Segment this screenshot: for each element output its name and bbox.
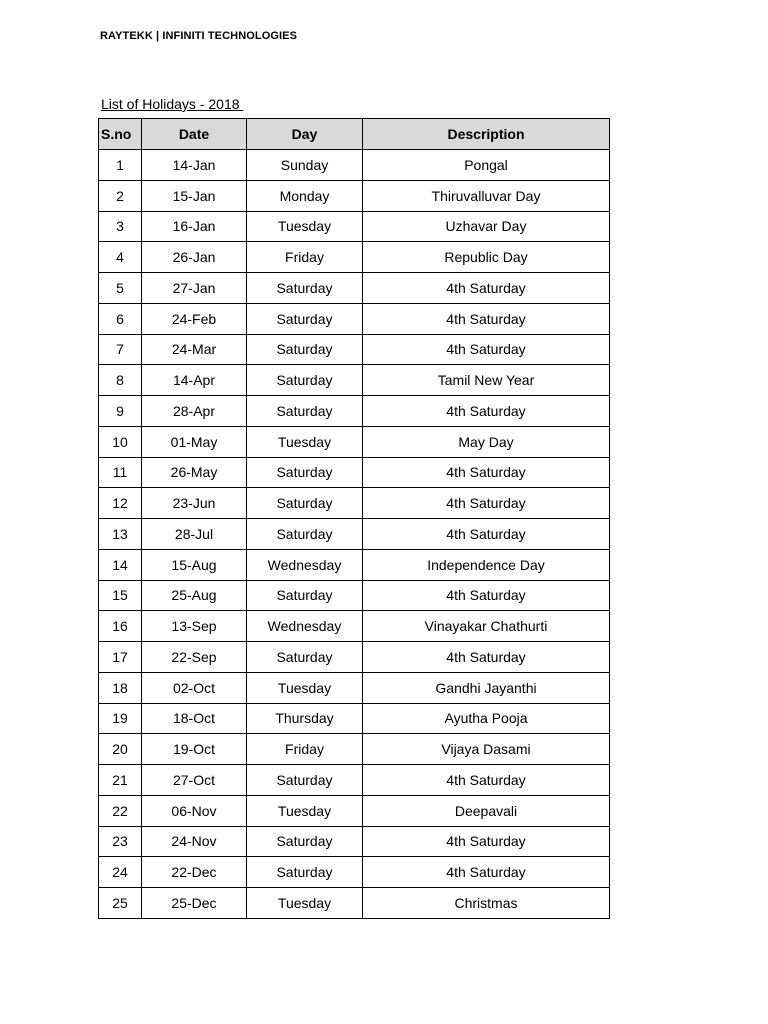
holiday-table [98, 118, 610, 919]
cell-description: Uzhavar Day [363, 211, 610, 242]
cell-date: 13-Sep [142, 611, 247, 642]
cell-day: Saturday [247, 642, 363, 673]
cell-sno: 12 [99, 488, 142, 519]
cell-sno: 6 [99, 303, 142, 334]
table-row [99, 457, 610, 488]
cell-date: 18-Oct [142, 703, 247, 734]
cell-date: 24-Mar [142, 334, 247, 365]
cell-sno: 22 [99, 795, 142, 826]
cell-date: 15-Jan [142, 180, 247, 211]
column-header-day: Day [247, 119, 363, 150]
cell-day: Wednesday [247, 549, 363, 580]
company-header: RAYTEKK | INFINITI TECHNOLOGIES [100, 30, 298, 42]
cell-sno: 1 [99, 150, 142, 181]
cell-sno: 3 [99, 211, 142, 242]
cell-date: 26-Jan [142, 242, 247, 273]
cell-sno: 9 [99, 396, 142, 427]
cell-description: 4th Saturday [363, 765, 610, 796]
cell-day: Saturday [247, 365, 363, 396]
cell-sno: 2 [99, 180, 142, 211]
cell-description: Gandhi Jayanthi [363, 672, 610, 703]
cell-date: 28-Jul [142, 519, 247, 550]
cell-date: 23-Jun [142, 488, 247, 519]
cell-day: Thursday [247, 703, 363, 734]
cell-sno: 16 [99, 611, 142, 642]
cell-sno: 8 [99, 365, 142, 396]
cell-date: 06-Nov [142, 795, 247, 826]
cell-day: Saturday [247, 857, 363, 888]
cell-description: Christmas [363, 888, 610, 919]
cell-description: Republic Day [363, 242, 610, 273]
cell-day: Tuesday [247, 795, 363, 826]
column-header-date: Date [142, 119, 247, 150]
cell-date: 25-Dec [142, 888, 247, 919]
table-row [99, 334, 610, 365]
cell-date: 26-May [142, 457, 247, 488]
cell-description: 4th Saturday [363, 303, 610, 334]
table-header [99, 119, 610, 150]
cell-description: 4th Saturday [363, 457, 610, 488]
cell-date: 22-Dec [142, 857, 247, 888]
table-header-row [99, 119, 610, 150]
table-row [99, 672, 610, 703]
cell-day: Saturday [247, 580, 363, 611]
cell-description: Vinayakar Chathurti [363, 611, 610, 642]
cell-day: Monday [247, 180, 363, 211]
cell-day: Saturday [247, 826, 363, 857]
column-header-sno: S.no [99, 119, 142, 150]
cell-sno: 4 [99, 242, 142, 273]
table-row [99, 365, 610, 396]
cell-date: 19-Oct [142, 734, 247, 765]
cell-day: Friday [247, 734, 363, 765]
cell-sno: 15 [99, 580, 142, 611]
cell-day: Tuesday [247, 426, 363, 457]
cell-date: 15-Aug [142, 549, 247, 580]
table-row [99, 642, 610, 673]
table-row [99, 180, 610, 211]
cell-date: 28-Apr [142, 396, 247, 427]
cell-day: Saturday [247, 334, 363, 365]
cell-sno: 13 [99, 519, 142, 550]
table-row [99, 795, 610, 826]
cell-sno: 20 [99, 734, 142, 765]
cell-sno: 19 [99, 703, 142, 734]
cell-date: 02-Oct [142, 672, 247, 703]
table-row [99, 580, 610, 611]
table-row [99, 396, 610, 427]
table-row [99, 703, 610, 734]
cell-day: Saturday [247, 457, 363, 488]
table-row [99, 888, 610, 919]
table-row [99, 549, 610, 580]
table-body [99, 150, 610, 919]
cell-description: Thiruvalluvar Day [363, 180, 610, 211]
table-row [99, 857, 610, 888]
cell-day: Tuesday [247, 211, 363, 242]
cell-day: Saturday [247, 519, 363, 550]
table-row [99, 242, 610, 273]
cell-sno: 14 [99, 549, 142, 580]
table-row [99, 426, 610, 457]
cell-date: 22-Sep [142, 642, 247, 673]
table-row [99, 150, 610, 181]
cell-date: 27-Oct [142, 765, 247, 796]
cell-sno: 21 [99, 765, 142, 796]
cell-day: Friday [247, 242, 363, 273]
table-row [99, 211, 610, 242]
cell-date: 01-May [142, 426, 247, 457]
cell-day: Sunday [247, 150, 363, 181]
table-row [99, 303, 610, 334]
cell-sno: 24 [99, 857, 142, 888]
column-header-description: Description [363, 119, 610, 150]
cell-description: May Day [363, 426, 610, 457]
table-row [99, 826, 610, 857]
table-row [99, 273, 610, 304]
cell-description: Vijaya Dasami [363, 734, 610, 765]
cell-description: 4th Saturday [363, 580, 610, 611]
cell-sno: 10 [99, 426, 142, 457]
cell-date: 25-Aug [142, 580, 247, 611]
cell-sno: 18 [99, 672, 142, 703]
cell-sno: 23 [99, 826, 142, 857]
cell-day: Saturday [247, 273, 363, 304]
cell-date: 14-Jan [142, 150, 247, 181]
cell-description: 4th Saturday [363, 396, 610, 427]
cell-day: Tuesday [247, 672, 363, 703]
table-row [99, 611, 610, 642]
cell-sno: 7 [99, 334, 142, 365]
cell-sno: 25 [99, 888, 142, 919]
cell-description: 4th Saturday [363, 642, 610, 673]
table-row [99, 488, 610, 519]
table-row [99, 765, 610, 796]
cell-description: 4th Saturday [363, 273, 610, 304]
cell-description: 4th Saturday [363, 826, 610, 857]
cell-date: 27-Jan [142, 273, 247, 304]
table-row [99, 519, 610, 550]
cell-sno: 11 [99, 457, 142, 488]
cell-description: Independence Day [363, 549, 610, 580]
cell-date: 14-Apr [142, 365, 247, 396]
cell-description: 4th Saturday [363, 334, 610, 365]
cell-day: Saturday [247, 303, 363, 334]
cell-description: 4th Saturday [363, 857, 610, 888]
cell-day: Wednesday [247, 611, 363, 642]
cell-date: 24-Nov [142, 826, 247, 857]
cell-description: Tamil New Year [363, 365, 610, 396]
cell-sno: 17 [99, 642, 142, 673]
document-title: List of Holidays - 2018 [101, 96, 244, 112]
cell-description: 4th Saturday [363, 519, 610, 550]
cell-day: Saturday [247, 488, 363, 519]
cell-date: 16-Jan [142, 211, 247, 242]
table-row [99, 734, 610, 765]
cell-day: Saturday [247, 765, 363, 796]
cell-description: Pongal [363, 150, 610, 181]
cell-description: 4th Saturday [363, 488, 610, 519]
cell-sno: 5 [99, 273, 142, 304]
cell-day: Tuesday [247, 888, 363, 919]
cell-day: Saturday [247, 396, 363, 427]
cell-date: 24-Feb [142, 303, 247, 334]
cell-description: Ayutha Pooja [363, 703, 610, 734]
cell-description: Deepavali [363, 795, 610, 826]
